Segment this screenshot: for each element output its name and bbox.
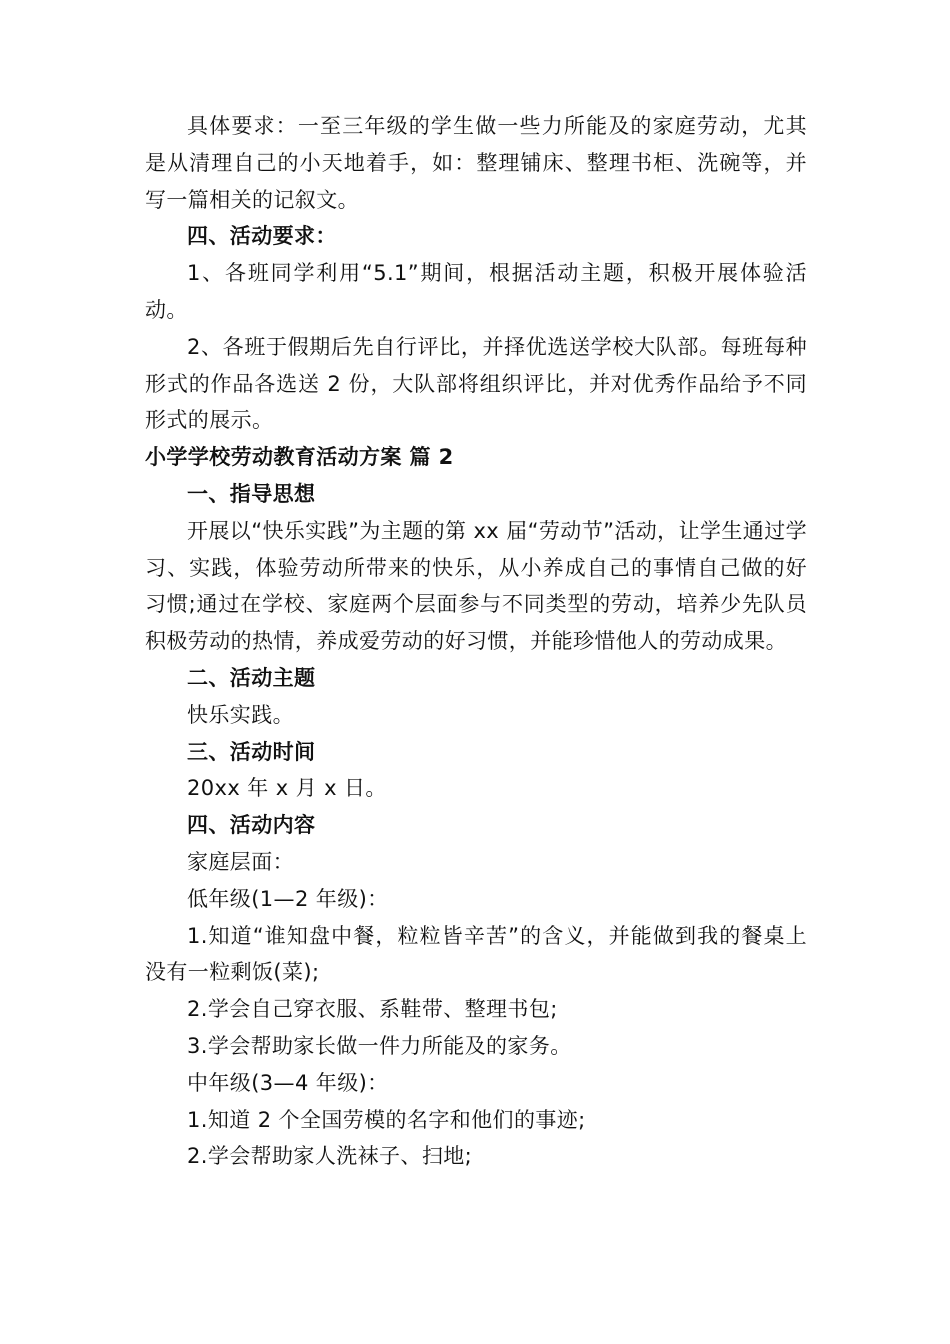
paragraph-guiding-thought: 开展以“快乐实践”为主题的第 xx 届“劳动节”活动，让学生通过学习、实践，体验劳动所带来的快乐，从小养成自己的事情自己做的好习惯;通过在学校、家庭两个层面参与不同类型的劳动，培养少先队员积极劳动的热情，养成爱劳动的好习惯，并能珍惜他人的劳动成果。 xyxy=(145,518,807,654)
paragraph-middle-grades: 中年级(3—4 年级)： xyxy=(187,1070,389,1095)
paragraph-activity-time: 20xx 年 x 月 x 日。 xyxy=(187,776,387,801)
heading-activity-content: 四、活动内容 xyxy=(187,813,316,838)
heading-activity-time: 三、活动时间 xyxy=(187,739,316,764)
paragraph-middle-item-1: 1.知道 2 个全国劳模的名字和他们的事迹; xyxy=(187,1107,586,1132)
paragraph-requirement-2: 2、各班于假期后先自行评比，并择优选送学校大队部。每班每种形式的作品各选送 2 份，大队部将组织评比，并对优秀作品给予不同形式的展示。 xyxy=(145,334,807,433)
heading-guiding-thought: 一、指导思想 xyxy=(187,481,316,506)
heading-activity-theme: 二、活动主题 xyxy=(187,665,316,690)
paragraph-requirements: 具体要求：一至三年级的学生做一些力所能及的家庭劳动，尤其是从清理自己的小天地着手，如：整理铺床、整理书柜、洗碗等，并写一篇相关的记叙文。 xyxy=(145,114,807,212)
paragraph-lower-item-3: 3.学会帮助家长做一件力所能及的家务。 xyxy=(187,1033,572,1058)
paragraph-lower-item-2: 2.学会自己穿衣服、系鞋带、整理书包; xyxy=(187,997,558,1022)
paragraph-middle-item-2: 2.学会帮助家人洗袜子、扫地; xyxy=(187,1144,473,1169)
section-title-part-2: 小学学校劳动教育活动方案 篇 2 xyxy=(145,445,454,470)
paragraph-activity-theme: 快乐实践。 xyxy=(187,702,294,727)
paragraph-requirement-1: 1、各班同学利用“5.1”期间，根据活动主题，积极开展体验活动。 xyxy=(145,261,807,322)
document-page xyxy=(145,108,807,1175)
paragraph-lower-item-1: 1.知道“谁知盘中餐，粒粒皆辛苦”的含义，并能做到我的餐桌上没有一粒剩饭(菜); xyxy=(145,923,807,985)
heading-activity-requirements: 四、活动要求： xyxy=(187,224,337,249)
paragraph-lower-grades: 低年级(1—2 年级)： xyxy=(187,886,389,911)
paragraph-family-level: 家庭层面： xyxy=(187,849,294,874)
